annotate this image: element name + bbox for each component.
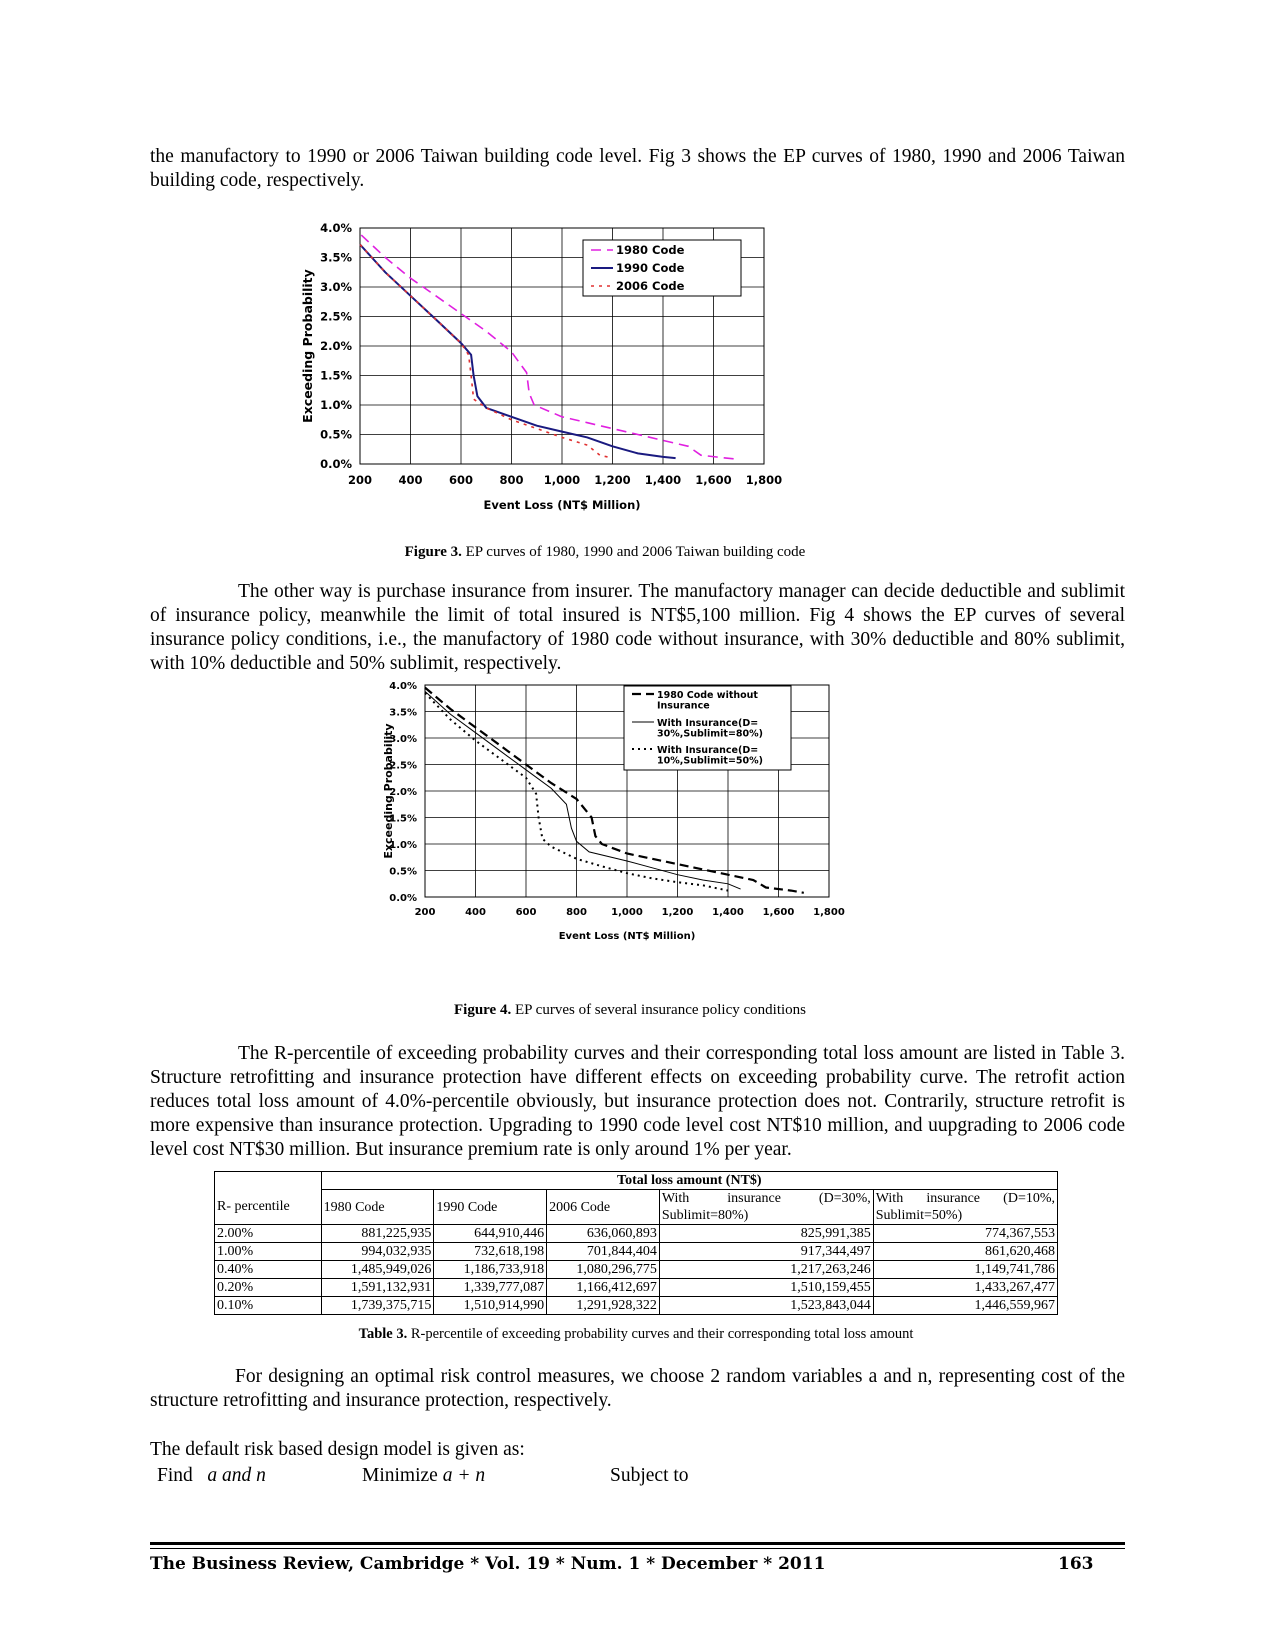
y-tick-label: 4.0%	[389, 681, 417, 692]
y-tick-label: 1.0%	[320, 398, 352, 412]
paragraph-4: For designing an optimal risk control measures, we choose 2 random variables a and n, representing cost of the structure retrofitting and insurance protection, respectively.	[150, 1366, 1125, 1411]
table-cell: 1,291,928,322	[547, 1297, 660, 1315]
model-find-vars: a and n	[207, 1465, 266, 1486]
table-row	[215, 1243, 1058, 1261]
x-tick-label: 1,000	[611, 907, 643, 918]
table-cell: 644,910,446	[434, 1225, 547, 1243]
table-col-header-ins30: With insurance (D=30%, Sublimit=80%)	[659, 1190, 873, 1225]
table-row	[215, 1279, 1058, 1297]
y-tick-label: 0.0%	[320, 457, 352, 471]
y-tick-label: 2.0%	[320, 339, 352, 353]
footer-page-number: 163	[1058, 1554, 1094, 1574]
table-cell: 1,186,733,918	[434, 1261, 547, 1279]
table-row-label: 0.40%	[215, 1261, 322, 1279]
x-tick-label: 1,800	[745, 473, 783, 487]
table-cell: 825,991,385	[659, 1225, 873, 1243]
y-tick-label: 2.0%	[389, 787, 417, 798]
figure-3-caption	[300, 544, 910, 561]
legend-entry: With Insurance(D= 10%,Sublimit=50%)	[657, 745, 764, 767]
x-tick-label: 1,600	[695, 473, 732, 487]
table-cell: 1,523,843,044	[659, 1297, 873, 1315]
y-tick-label: 3.0%	[389, 734, 417, 745]
table-cell: 917,344,497	[659, 1243, 873, 1261]
x-tick-label: 1,400	[712, 907, 744, 918]
figure-3-caption-text: EP curves of 1980, 1990 and 2006 Taiwan building code	[465, 544, 806, 560]
table-col-header-1990: 1990 Code	[434, 1190, 547, 1225]
table-row-label: 2.00%	[215, 1225, 322, 1243]
legend-entry: With Insurance(D= 30%,Sublimit=80%)	[657, 718, 764, 740]
figure-4-caption-label: Figure 4.	[454, 1002, 512, 1018]
table-cell: 1,433,267,477	[873, 1279, 1057, 1297]
table-header-row	[215, 1190, 1058, 1225]
y-tick-label: 2.5%	[320, 309, 352, 324]
footer-rule-thin	[150, 1548, 1125, 1549]
table-cell: 1,446,559,967	[873, 1297, 1057, 1315]
y-tick-label: 0.5%	[320, 427, 352, 442]
y-tick-label: 0.5%	[389, 866, 417, 878]
table-corner-cell	[215, 1172, 322, 1190]
model-find	[157, 1465, 266, 1487]
table-row-label: 0.10%	[215, 1297, 322, 1315]
y-tick-label: 0.0%	[389, 893, 417, 904]
paragraph-2: The other way is purchase insurance from insurer. The manufactory manager can decide deductible and sublimit of insurance policy, meanwhile the limit of total insured is NT$5,100 million. Fig 4 shows the EP curves of several insurance policy conditions, i.e., the manufactory of 1980 code without insurance, with 30% deductible and 80% sublimit, with 10% deductible and 50% sublimit, respectively.	[150, 581, 1125, 674]
y-tick-label: 4.0%	[320, 221, 352, 235]
x-tick-label: 200	[347, 473, 373, 487]
table-3	[214, 1171, 1058, 1315]
table-cell: 1,510,914,990	[434, 1297, 547, 1315]
table-row	[215, 1261, 1058, 1279]
x-tick-label: 200	[414, 907, 436, 918]
table-cell: 636,060,893	[547, 1225, 660, 1243]
table-cell: 1,510,159,455	[659, 1279, 873, 1297]
y-tick-label: 1.5%	[320, 368, 352, 383]
table-cell: 701,844,404	[547, 1243, 660, 1261]
table-cell: 774,367,553	[873, 1225, 1057, 1243]
table-cell: 1,485,949,026	[321, 1261, 434, 1279]
series-line	[360, 245, 613, 459]
y-axis-label: Exceeding Probability	[382, 723, 395, 859]
y-axis-label: Exceeding Probability	[300, 269, 315, 423]
footer-rule	[150, 1542, 1125, 1545]
table-cell: 861,620,468	[873, 1243, 1057, 1261]
table-cell: 881,225,935	[321, 1225, 434, 1243]
figure-4-caption	[380, 1002, 880, 1019]
table-cell: 1,217,263,246	[659, 1261, 873, 1279]
table-cell: 1,739,375,715	[321, 1297, 434, 1315]
figure-3-caption-label: Figure 3.	[404, 544, 462, 560]
table-3-caption-text: R-percentile of exceeding probability curves and their corresponding total loss amount	[410, 1326, 914, 1342]
table-cell: 1,080,296,775	[547, 1261, 660, 1279]
table-group-header-row	[215, 1172, 1058, 1190]
y-tick-label: 3.5%	[389, 707, 417, 719]
table-col-header-ins10: With insurance (D=10%, Sublimit=50%)	[873, 1190, 1057, 1225]
table-cell: 994,032,935	[321, 1243, 434, 1261]
x-tick-label: 1,200	[661, 907, 694, 918]
x-tick-label: 1,000	[543, 473, 581, 487]
x-tick-label: 400	[465, 907, 486, 918]
table-col-header-1980: 1980 Code	[321, 1190, 434, 1225]
y-tick-label: 3.5%	[320, 250, 352, 265]
footer-journal: The Business Review, Cambridge * Vol. 19 * Num. 1 * December * 2011	[150, 1554, 826, 1574]
legend-entry: 1980 Code without Insurance	[657, 690, 758, 712]
x-tick-label: 1,200	[594, 473, 631, 487]
paragraph-3: The R-percentile of exceeding probability curves and their corresponding total loss amount are listed in Table 3. Structure retrofitting and insurance protection have different effects on exceeding probability curve. The retrofit action reduces total loss amount of 4.0%-percentile obviously, but insurance protection does not. Contrarily, structure retrofit is more expensive than insurance protection. Upgrading to 1990 code level cost NT$10 million, and uupgrading to 2006 code level cost NT$30 million. But insurance premium rate is only around 1% per year.	[150, 1043, 1125, 1160]
table-group-header: Total loss amount (NT$)	[321, 1172, 1057, 1190]
model-minimize	[362, 1465, 485, 1487]
table-row	[215, 1297, 1058, 1315]
table-cell: 732,618,198	[434, 1243, 547, 1261]
table-row-label: 1.00%	[215, 1243, 322, 1261]
model-minimize-expr: a + n	[442, 1465, 486, 1486]
table-col-header-2006: 2006 Code	[547, 1190, 660, 1225]
x-tick-label: 600	[448, 473, 474, 487]
x-tick-label: 800	[499, 473, 524, 487]
model-subject-to: Subject to	[610, 1465, 689, 1486]
x-tick-label: 400	[398, 473, 423, 487]
paragraph-5: The default risk based design model is given as:	[150, 1439, 525, 1460]
x-axis-label: Event Loss (NT$ Million)	[483, 498, 641, 512]
y-tick-label: 1.0%	[389, 840, 417, 851]
x-tick-label: 600	[515, 907, 537, 918]
x-tick-label: 1,800	[813, 907, 845, 918]
legend-entry: 1980 Code	[616, 243, 685, 257]
legend-entry: 1990 Code	[616, 261, 685, 275]
legend-entry: 2006 Code	[616, 279, 685, 293]
table-row	[215, 1225, 1058, 1243]
table-cell: 1,339,777,087	[434, 1279, 547, 1297]
table-3-caption-label: Table 3.	[358, 1326, 408, 1342]
figure-4-caption-text: EP curves of several insurance policy conditions	[514, 1002, 806, 1018]
model-minimize-label: Minimize	[362, 1465, 438, 1486]
x-tick-label: 1,400	[644, 473, 682, 487]
table-cell: 1,166,412,697	[547, 1279, 660, 1297]
figure-3-chart	[300, 221, 820, 525]
table-3-caption	[214, 1326, 1058, 1343]
figure-4-chart	[380, 681, 900, 1005]
x-tick-label: 1,600	[762, 907, 795, 918]
model-find-label: Find	[157, 1465, 193, 1486]
y-tick-label: 2.5%	[389, 760, 417, 772]
y-tick-label: 1.5%	[389, 813, 417, 825]
paragraph-1: the manufactory to 1990 or 2006 Taiwan building code level. Fig 3 shows the EP curves of 1980, 1990 and 2006 Taiwan building code, respectively.	[150, 146, 1125, 191]
y-tick-label: 3.0%	[320, 280, 352, 294]
x-axis-label: Event Loss (NT$ Million)	[558, 931, 696, 942]
table-row-header: R- percentile	[215, 1190, 322, 1225]
x-tick-label: 800	[566, 907, 587, 918]
table-cell: 1,149,741,786	[873, 1261, 1057, 1279]
table-cell: 1,591,132,931	[321, 1279, 434, 1297]
table-row-label: 0.20%	[215, 1279, 322, 1297]
